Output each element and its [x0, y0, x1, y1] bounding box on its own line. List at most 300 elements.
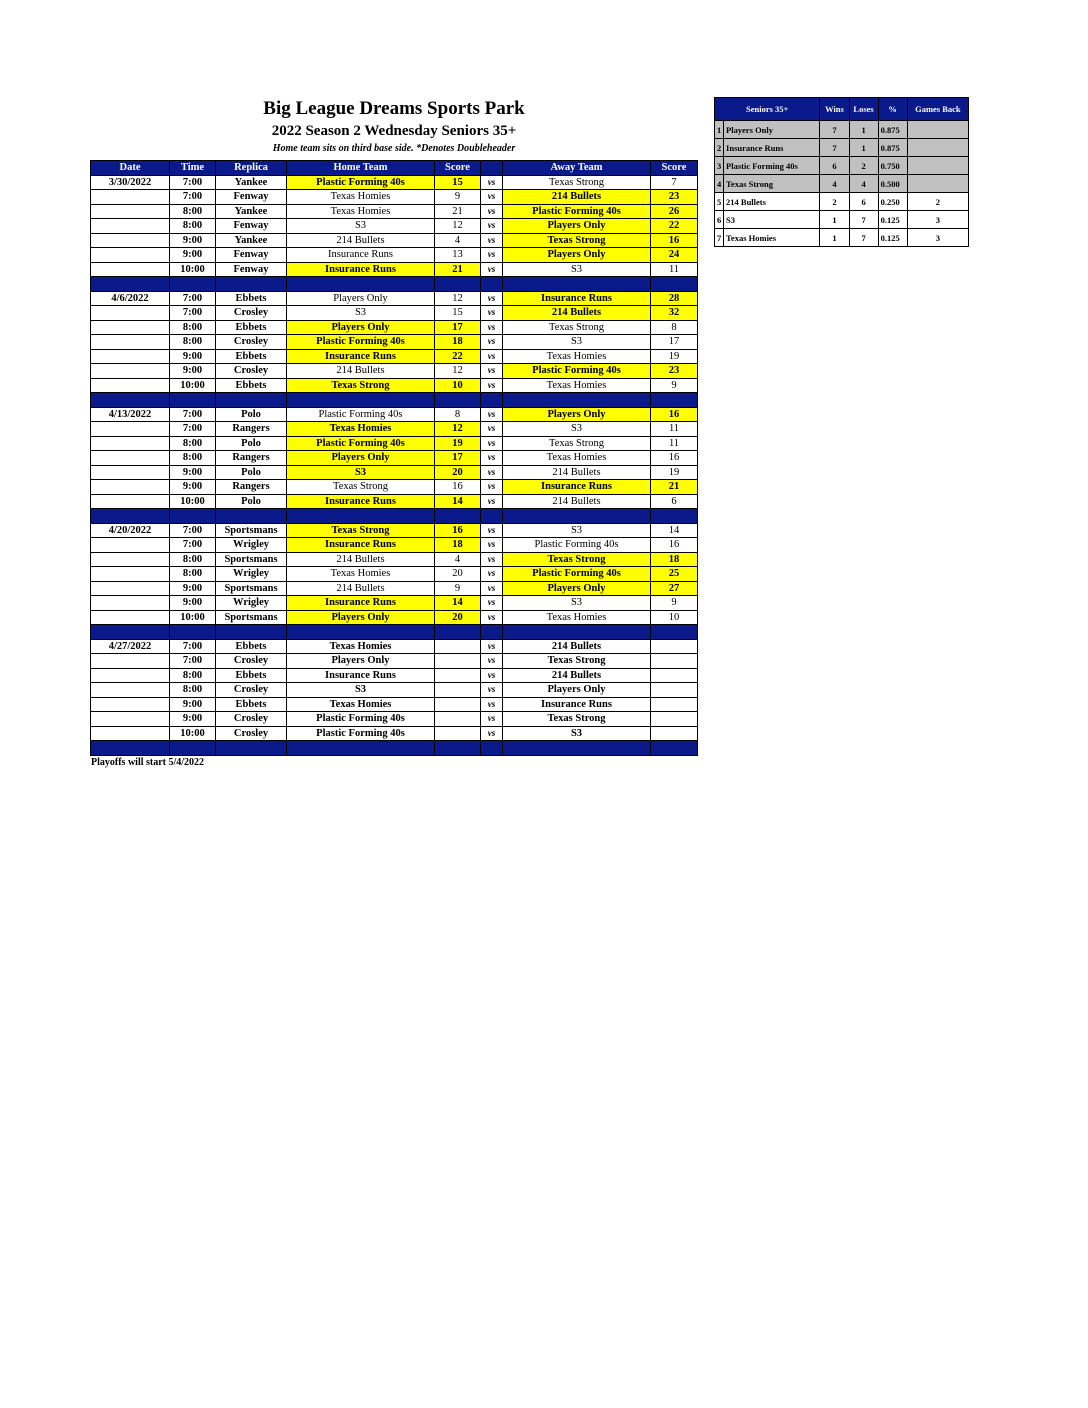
separator-cell: [481, 393, 503, 408]
col-header-home-score: Score: [435, 161, 481, 176]
standings-row: [715, 121, 969, 139]
game-time: 8:00: [170, 436, 216, 451]
away-team: Texas Strong: [503, 436, 651, 451]
away-team: 214 Bullets: [503, 494, 651, 509]
vs-label: vs: [481, 190, 503, 205]
game-date: [91, 451, 170, 466]
game-time: 8:00: [170, 219, 216, 234]
game-field: Polo: [216, 494, 287, 509]
away-team: Plastic Forming 40s: [503, 204, 651, 219]
separator-cell: [91, 393, 170, 408]
home-score: [435, 683, 481, 698]
standings-rank: 5: [715, 193, 724, 211]
home-team: S3: [287, 465, 435, 480]
standings-loses: 1: [849, 139, 878, 157]
schedule-game-row: [91, 567, 698, 582]
vs-label: vs: [481, 610, 503, 625]
game-time: 9:00: [170, 697, 216, 712]
away-team: Insurance Runs: [503, 697, 651, 712]
standings-games-back: [907, 139, 968, 157]
away-score: 8: [651, 320, 698, 335]
standings-row: [715, 157, 969, 175]
game-date: [91, 364, 170, 379]
away-score: 28: [651, 291, 698, 306]
away-score: 16: [651, 538, 698, 553]
vs-label: vs: [481, 422, 503, 437]
away-score: 32: [651, 306, 698, 321]
game-field: Ebbets: [216, 639, 287, 654]
standings-team: Insurance Runs: [724, 139, 820, 157]
standings-table: [714, 97, 969, 247]
schedule-header-row: [91, 161, 698, 176]
standings-team: Players Only: [724, 121, 820, 139]
game-time: 8:00: [170, 204, 216, 219]
col-header-replica: Replica: [216, 161, 287, 176]
separator-cell: [91, 277, 170, 292]
away-team: Plastic Forming 40s: [503, 567, 651, 582]
col-header-vs: [481, 161, 503, 176]
col-header-away-score: Score: [651, 161, 698, 176]
game-field: Rangers: [216, 480, 287, 495]
game-field: Polo: [216, 465, 287, 480]
game-field: Polo: [216, 436, 287, 451]
schedule-game-row: [91, 335, 698, 350]
away-team: Players Only: [503, 581, 651, 596]
game-field: Ebbets: [216, 378, 287, 393]
schedule-game-row: [91, 190, 698, 205]
home-team: Insurance Runs: [287, 494, 435, 509]
separator-cell: [503, 393, 651, 408]
schedule-game-row: [91, 378, 698, 393]
away-score: 11: [651, 262, 698, 277]
game-date: [91, 422, 170, 437]
home-team: 214 Bullets: [287, 364, 435, 379]
game-date: [91, 683, 170, 698]
home-team: Players Only: [287, 320, 435, 335]
game-time: 10:00: [170, 262, 216, 277]
separator-cell: [435, 509, 481, 524]
game-time: 7:00: [170, 407, 216, 422]
away-score: [651, 639, 698, 654]
standings-pct: 0.875: [878, 121, 907, 139]
standings-pct: 0.125: [878, 211, 907, 229]
vs-label: vs: [481, 581, 503, 596]
standings-row: [715, 139, 969, 157]
vs-label: vs: [481, 654, 503, 669]
home-team-note: Home team sits on third base side. *Denotes Doubleheader: [272, 143, 516, 154]
game-field: Yankee: [216, 175, 287, 190]
game-date: [91, 567, 170, 582]
schedule-game-row: [91, 523, 698, 538]
separator-cell: [503, 741, 651, 756]
game-date: [91, 248, 170, 263]
separator-cell: [170, 393, 216, 408]
home-score: 22: [435, 349, 481, 364]
home-team: Texas Homies: [287, 190, 435, 205]
game-time: 8:00: [170, 552, 216, 567]
away-score: 9: [651, 378, 698, 393]
standings-team: Texas Strong: [724, 175, 820, 193]
separator-cell: [503, 625, 651, 640]
game-field: Yankee: [216, 204, 287, 219]
separator-cell: [170, 509, 216, 524]
home-score: 16: [435, 480, 481, 495]
separator-cell: [170, 741, 216, 756]
away-score: 26: [651, 204, 698, 219]
separator-cell: [651, 625, 698, 640]
vs-label: vs: [481, 480, 503, 495]
game-date: 4/6/2022: [91, 291, 170, 306]
home-score: 14: [435, 596, 481, 611]
standings-row: [715, 193, 969, 211]
vs-label: vs: [481, 291, 503, 306]
vs-label: vs: [481, 262, 503, 277]
standings-wins: 7: [820, 121, 849, 139]
away-team: Players Only: [503, 219, 651, 234]
home-team: 214 Bullets: [287, 581, 435, 596]
home-team: Players Only: [287, 451, 435, 466]
standings-games-back: [907, 157, 968, 175]
away-team: 214 Bullets: [503, 190, 651, 205]
standings-rank: 7: [715, 229, 724, 247]
game-date: [91, 465, 170, 480]
separator-cell: [503, 277, 651, 292]
game-field: Crosley: [216, 683, 287, 698]
separator-cell: [216, 393, 287, 408]
home-score: [435, 639, 481, 654]
col-header-away-team: Away Team: [503, 161, 651, 176]
separator-cell: [287, 741, 435, 756]
home-team: Insurance Runs: [287, 668, 435, 683]
schedule-game-row: [91, 726, 698, 741]
game-time: 7:00: [170, 654, 216, 669]
home-score: 20: [435, 610, 481, 625]
away-score: [651, 726, 698, 741]
away-score: 10: [651, 610, 698, 625]
vs-label: vs: [481, 523, 503, 538]
vs-label: vs: [481, 668, 503, 683]
game-time: 10:00: [170, 726, 216, 741]
away-team: Players Only: [503, 683, 651, 698]
away-score: [651, 712, 698, 727]
standings-loses: 1: [849, 121, 878, 139]
home-score: 12: [435, 422, 481, 437]
home-team: Texas Homies: [287, 639, 435, 654]
game-time: 8:00: [170, 668, 216, 683]
away-team: S3: [503, 523, 651, 538]
standings-header-loses: Loses: [849, 98, 878, 121]
schedule-game-row: [91, 291, 698, 306]
vs-label: vs: [481, 349, 503, 364]
away-team: Plastic Forming 40s: [503, 364, 651, 379]
standings-loses: 7: [849, 229, 878, 247]
standings-games-back: [907, 175, 968, 193]
game-field: Ebbets: [216, 291, 287, 306]
standings-pct: 0.500: [878, 175, 907, 193]
game-field: Sportsmans: [216, 581, 287, 596]
game-date: [91, 552, 170, 567]
away-team: 214 Bullets: [503, 306, 651, 321]
game-date: [91, 190, 170, 205]
home-score: 8: [435, 407, 481, 422]
home-score: 18: [435, 538, 481, 553]
away-score: [651, 683, 698, 698]
separator-cell: [481, 625, 503, 640]
game-field: Wrigley: [216, 538, 287, 553]
standings-row: [715, 229, 969, 247]
home-score: 13: [435, 248, 481, 263]
home-score: 21: [435, 204, 481, 219]
separator-cell: [503, 509, 651, 524]
away-team: S3: [503, 262, 651, 277]
game-date: [91, 538, 170, 553]
standings-team: 214 Bullets: [724, 193, 820, 211]
home-score: 12: [435, 364, 481, 379]
away-team: S3: [503, 596, 651, 611]
separator-cell: [481, 741, 503, 756]
separator-cell: [435, 625, 481, 640]
home-team: 214 Bullets: [287, 233, 435, 248]
schedule-game-row: [91, 596, 698, 611]
game-field: Crosley: [216, 654, 287, 669]
game-time: 7:00: [170, 175, 216, 190]
standings-pct: 0.875: [878, 139, 907, 157]
game-time: 9:00: [170, 233, 216, 248]
standings-team: Plastic Forming 40s: [724, 157, 820, 175]
schedule-game-row: [91, 610, 698, 625]
standings-rank: 3: [715, 157, 724, 175]
game-field: Crosley: [216, 364, 287, 379]
schedule-game-row: [91, 639, 698, 654]
game-field: Fenway: [216, 190, 287, 205]
separator-cell: [216, 741, 287, 756]
game-date: [91, 233, 170, 248]
home-score: 12: [435, 291, 481, 306]
game-time: 8:00: [170, 335, 216, 350]
standings-loses: 4: [849, 175, 878, 193]
separator-cell: [435, 393, 481, 408]
game-field: Ebbets: [216, 697, 287, 712]
standings-wins: 1: [820, 229, 849, 247]
schedule-game-row: [91, 306, 698, 321]
game-time: 9:00: [170, 480, 216, 495]
vs-label: vs: [481, 552, 503, 567]
vs-label: vs: [481, 306, 503, 321]
week-separator-row: [91, 393, 698, 408]
game-date: [91, 320, 170, 335]
home-team: 214 Bullets: [287, 552, 435, 567]
game-date: [91, 262, 170, 277]
game-date: [91, 219, 170, 234]
game-date: [91, 335, 170, 350]
schedule-table: [90, 160, 698, 756]
schedule-game-row: [91, 349, 698, 364]
away-score: 24: [651, 248, 698, 263]
separator-cell: [287, 625, 435, 640]
game-date: [91, 349, 170, 364]
standings-header-games-back: Games Back: [907, 98, 968, 121]
away-team: S3: [503, 422, 651, 437]
game-date: 4/20/2022: [91, 523, 170, 538]
away-score: 14: [651, 523, 698, 538]
away-team: S3: [503, 726, 651, 741]
away-score: 19: [651, 349, 698, 364]
home-team: Texas Strong: [287, 378, 435, 393]
vs-label: vs: [481, 335, 503, 350]
away-score: [651, 654, 698, 669]
standings-games-back: [907, 121, 968, 139]
home-team: Plastic Forming 40s: [287, 436, 435, 451]
home-team: S3: [287, 219, 435, 234]
standings-rank: 6: [715, 211, 724, 229]
home-score: 19: [435, 436, 481, 451]
away-score: 25: [651, 567, 698, 582]
home-team: Players Only: [287, 610, 435, 625]
away-team: Texas Strong: [503, 320, 651, 335]
separator-cell: [216, 277, 287, 292]
game-field: Ebbets: [216, 349, 287, 364]
home-score: [435, 668, 481, 683]
schedule-game-row: [91, 712, 698, 727]
home-team: Texas Homies: [287, 204, 435, 219]
home-score: 12: [435, 219, 481, 234]
schedule-body: [91, 175, 698, 755]
game-time: 9:00: [170, 349, 216, 364]
home-team: Plastic Forming 40s: [287, 175, 435, 190]
standings-header-division: Seniors 35+: [715, 98, 820, 121]
separator-cell: [481, 509, 503, 524]
away-team: Players Only: [503, 407, 651, 422]
game-date: [91, 480, 170, 495]
away-score: 9: [651, 596, 698, 611]
home-team: Plastic Forming 40s: [287, 726, 435, 741]
game-time: 7:00: [170, 639, 216, 654]
vs-label: vs: [481, 364, 503, 379]
separator-cell: [216, 509, 287, 524]
standings-pct: 0.750: [878, 157, 907, 175]
schedule-game-row: [91, 668, 698, 683]
schedule-game-row: [91, 422, 698, 437]
away-score: 11: [651, 436, 698, 451]
home-score: 9: [435, 581, 481, 596]
col-header-time: Time: [170, 161, 216, 176]
week-separator-row: [91, 277, 698, 292]
away-team: Texas Strong: [503, 233, 651, 248]
standings-games-back: 3: [907, 229, 968, 247]
schedule-game-row: [91, 654, 698, 669]
vs-label: vs: [481, 233, 503, 248]
game-date: [91, 581, 170, 596]
home-team: Plastic Forming 40s: [287, 407, 435, 422]
home-score: 21: [435, 262, 481, 277]
away-score: 6: [651, 494, 698, 509]
vs-label: vs: [481, 683, 503, 698]
separator-cell: [287, 509, 435, 524]
home-score: 20: [435, 465, 481, 480]
game-time: 7:00: [170, 190, 216, 205]
schedule-game-row: [91, 219, 698, 234]
separator-cell: [287, 277, 435, 292]
vs-label: vs: [481, 248, 503, 263]
playoffs-note: Playoffs will start 5/4/2022: [91, 757, 205, 768]
separator-cell: [651, 741, 698, 756]
away-team: Texas Strong: [503, 654, 651, 669]
vs-label: vs: [481, 451, 503, 466]
game-field: Rangers: [216, 422, 287, 437]
game-date: [91, 654, 170, 669]
home-team: Insurance Runs: [287, 262, 435, 277]
game-field: Ebbets: [216, 668, 287, 683]
home-score: 17: [435, 451, 481, 466]
game-date: [91, 668, 170, 683]
away-team: 214 Bullets: [503, 465, 651, 480]
home-score: 15: [435, 175, 481, 190]
standings-row: [715, 211, 969, 229]
home-team: Insurance Runs: [287, 248, 435, 263]
away-score: 18: [651, 552, 698, 567]
separator-cell: [651, 277, 698, 292]
schedule-game-row: [91, 175, 698, 190]
game-time: 10:00: [170, 378, 216, 393]
home-score: 16: [435, 523, 481, 538]
separator-cell: [216, 625, 287, 640]
game-date: 4/27/2022: [91, 639, 170, 654]
home-team: Plastic Forming 40s: [287, 335, 435, 350]
home-team: Insurance Runs: [287, 538, 435, 553]
schedule-game-row: [91, 320, 698, 335]
away-score: [651, 697, 698, 712]
home-score: 15: [435, 306, 481, 321]
away-team: Texas Homies: [503, 610, 651, 625]
vs-label: vs: [481, 712, 503, 727]
home-team: Insurance Runs: [287, 349, 435, 364]
game-time: 8:00: [170, 567, 216, 582]
page-subtitle: 2022 Season 2 Wednesday Seniors 35+: [271, 123, 517, 139]
separator-cell: [91, 625, 170, 640]
game-date: [91, 712, 170, 727]
game-time: 9:00: [170, 712, 216, 727]
vs-label: vs: [481, 407, 503, 422]
standings-row: [715, 175, 969, 193]
game-field: Sportsmans: [216, 552, 287, 567]
game-date: 4/13/2022: [91, 407, 170, 422]
home-score: 17: [435, 320, 481, 335]
game-time: 7:00: [170, 523, 216, 538]
separator-cell: [91, 509, 170, 524]
game-field: Fenway: [216, 262, 287, 277]
schedule-game-row: [91, 465, 698, 480]
separator-cell: [651, 509, 698, 524]
col-header-date: Date: [91, 161, 170, 176]
game-time: 10:00: [170, 494, 216, 509]
game-field: Fenway: [216, 248, 287, 263]
schedule-game-row: [91, 407, 698, 422]
game-date: [91, 436, 170, 451]
separator-cell: [287, 393, 435, 408]
game-field: Yankee: [216, 233, 287, 248]
vs-label: vs: [481, 219, 503, 234]
home-team: Texas Homies: [287, 567, 435, 582]
standings-header-pct: %: [878, 98, 907, 121]
home-team: S3: [287, 306, 435, 321]
vs-label: vs: [481, 465, 503, 480]
separator-cell: [91, 741, 170, 756]
vs-label: vs: [481, 639, 503, 654]
standings-rank: 2: [715, 139, 724, 157]
game-time: 9:00: [170, 364, 216, 379]
game-date: [91, 697, 170, 712]
schedule-game-row: [91, 581, 698, 596]
